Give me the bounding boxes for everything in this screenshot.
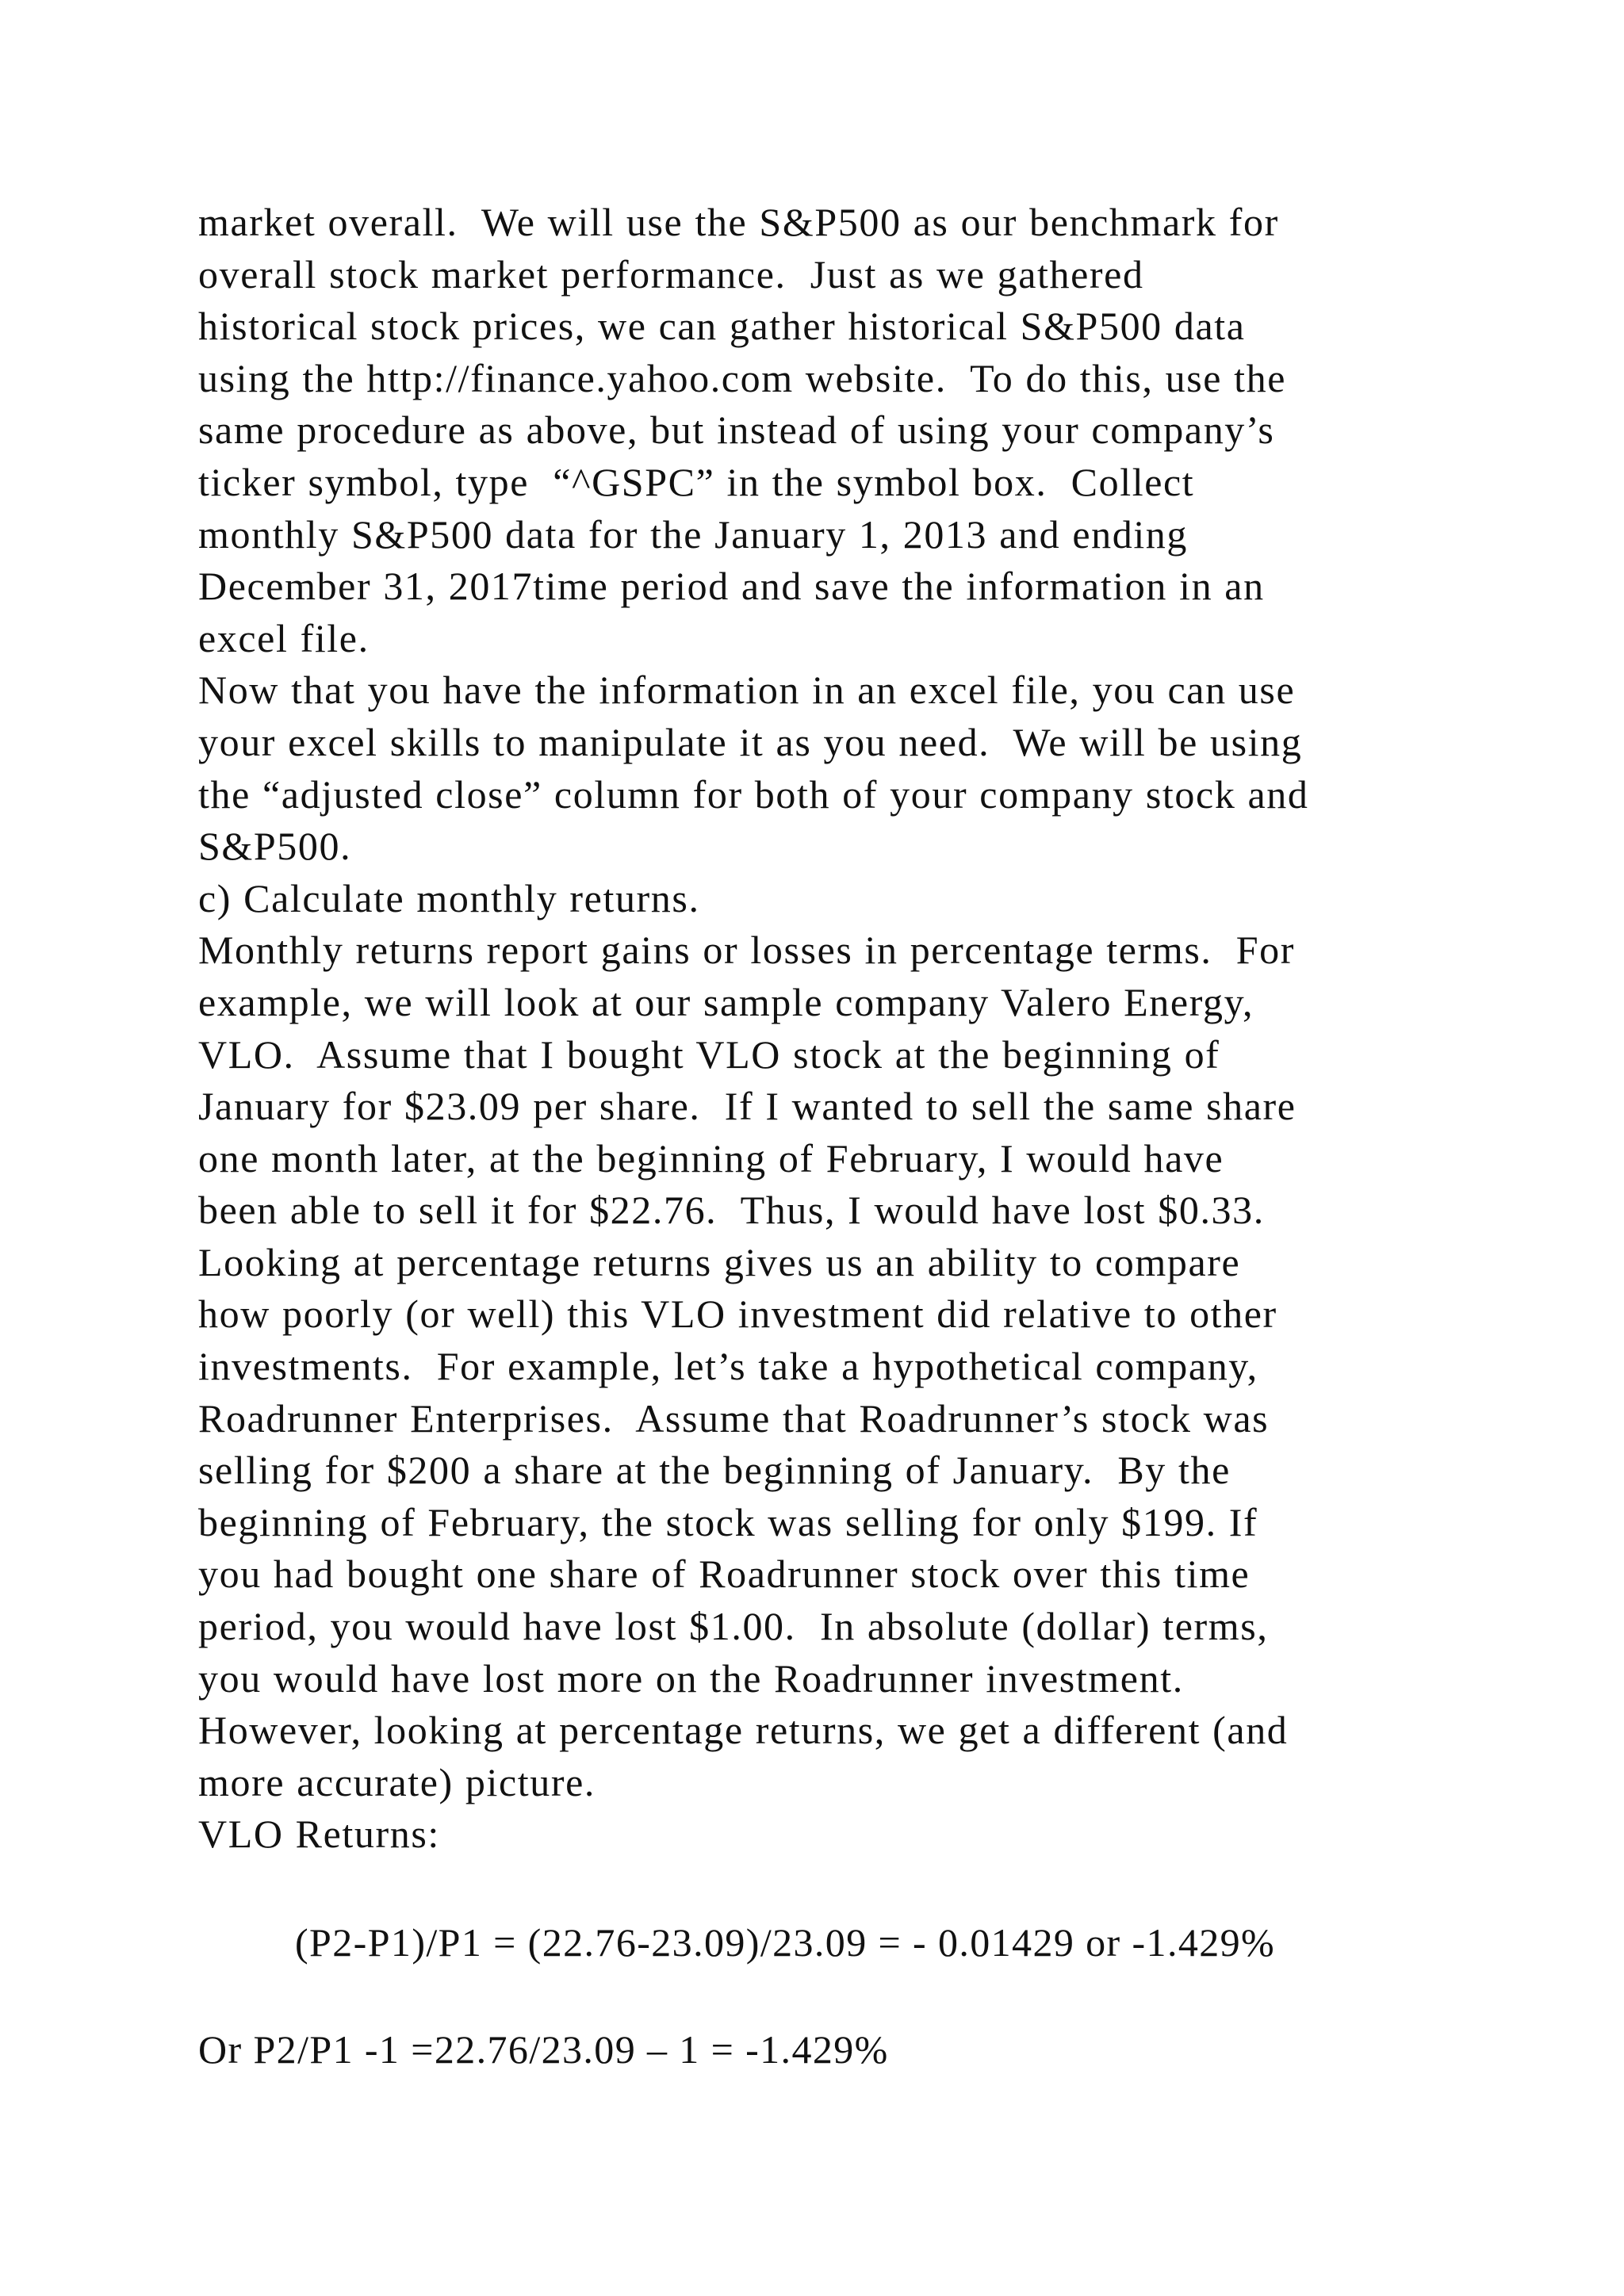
text-line: you had bought one share of Roadrunner stock over this time — [198, 1552, 1251, 1597]
text-line: how poorly (or well) this VLO investment did relative to other — [198, 1292, 1277, 1337]
text-line: VLO. Assume that I bought VLO stock at the beginning of — [198, 1031, 1220, 1077]
text-line: investments. For example, let’s take a hypothetical company, — [198, 1344, 1258, 1389]
return-formula-alternate: Or P2/P1 -1 =22.76/23.09 – 1 = -1.429% — [198, 2027, 889, 2072]
text-line: same procedure as above, but instead of using your company’s — [198, 408, 1275, 453]
text-line: selling for $200 a share at the beginning of January. By the — [198, 1448, 1231, 1493]
return-formula-primary: (P2-P1)/P1 = (22.76-23.09)/23.09 = - 0.01429 or -1.429% — [295, 1920, 1276, 1965]
vlo-returns-label: VLO Returns: — [198, 1812, 440, 1857]
text-line: one month later, at the beginning of February, I would have — [198, 1135, 1224, 1181]
text-line: monthly S&P500 data for the January 1, 2013 and ending — [198, 511, 1189, 557]
text-line: Looking at percentage returns gives us an ability to compare — [198, 1239, 1241, 1284]
text-line: Now that you have the information in an excel file, you can use — [198, 668, 1296, 713]
section-heading: c) Calculate monthly returns. — [198, 875, 700, 920]
text-line: January for $23.09 per share. If I wanted to sell the same share — [198, 1084, 1297, 1129]
text-line: more accurate) picture. — [198, 1759, 596, 1804]
text-line: Monthly returns report gains or losses in percentage terms. For — [198, 928, 1295, 973]
text-line: excel file. — [198, 615, 370, 660]
text-line: historical stock prices, we can gather historical S&P500 data — [198, 304, 1246, 349]
text-line: market overall. We will use the S&P500 as our benchmark for — [198, 200, 1279, 244]
text-line: overall stock market performance. Just as we gathered — [198, 251, 1144, 297]
text-line: Roadrunner Enterprises. Assume that Roadrunner’s stock was — [198, 1395, 1270, 1441]
text-line: ticker symbol, type “^GSPC” in the symbol box. Collect — [198, 459, 1195, 504]
text-line: your excel skills to manipulate it as you need. We will be using — [198, 719, 1303, 764]
text-line: example, we will look at our sample company Valero Energy, — [198, 979, 1254, 1024]
text-line: However, looking at percentage returns, we get a different (and — [198, 1708, 1289, 1753]
text-line: beginning of February, the stock was selling for only $199. If — [198, 1499, 1258, 1544]
text-line: been able to sell it for $22.76. Thus, I would have lost $0.33. — [198, 1188, 1265, 1233]
text-line: December 31, 2017time period and save the information in an — [198, 564, 1265, 609]
body-text — [198, 197, 1499, 1861]
text-line: you would have lost more on the Roadrunner investment. — [198, 1655, 1184, 1701]
text-line: the “adjusted close” column for both of your company stock and — [198, 771, 1309, 817]
text-line: period, you would have lost $1.00. In absolute (dollar) terms, — [198, 1604, 1269, 1649]
text-line: using the http://finance.yahoo.com website. To do this, use the — [198, 355, 1287, 400]
text-line: S&P500. — [198, 824, 352, 869]
